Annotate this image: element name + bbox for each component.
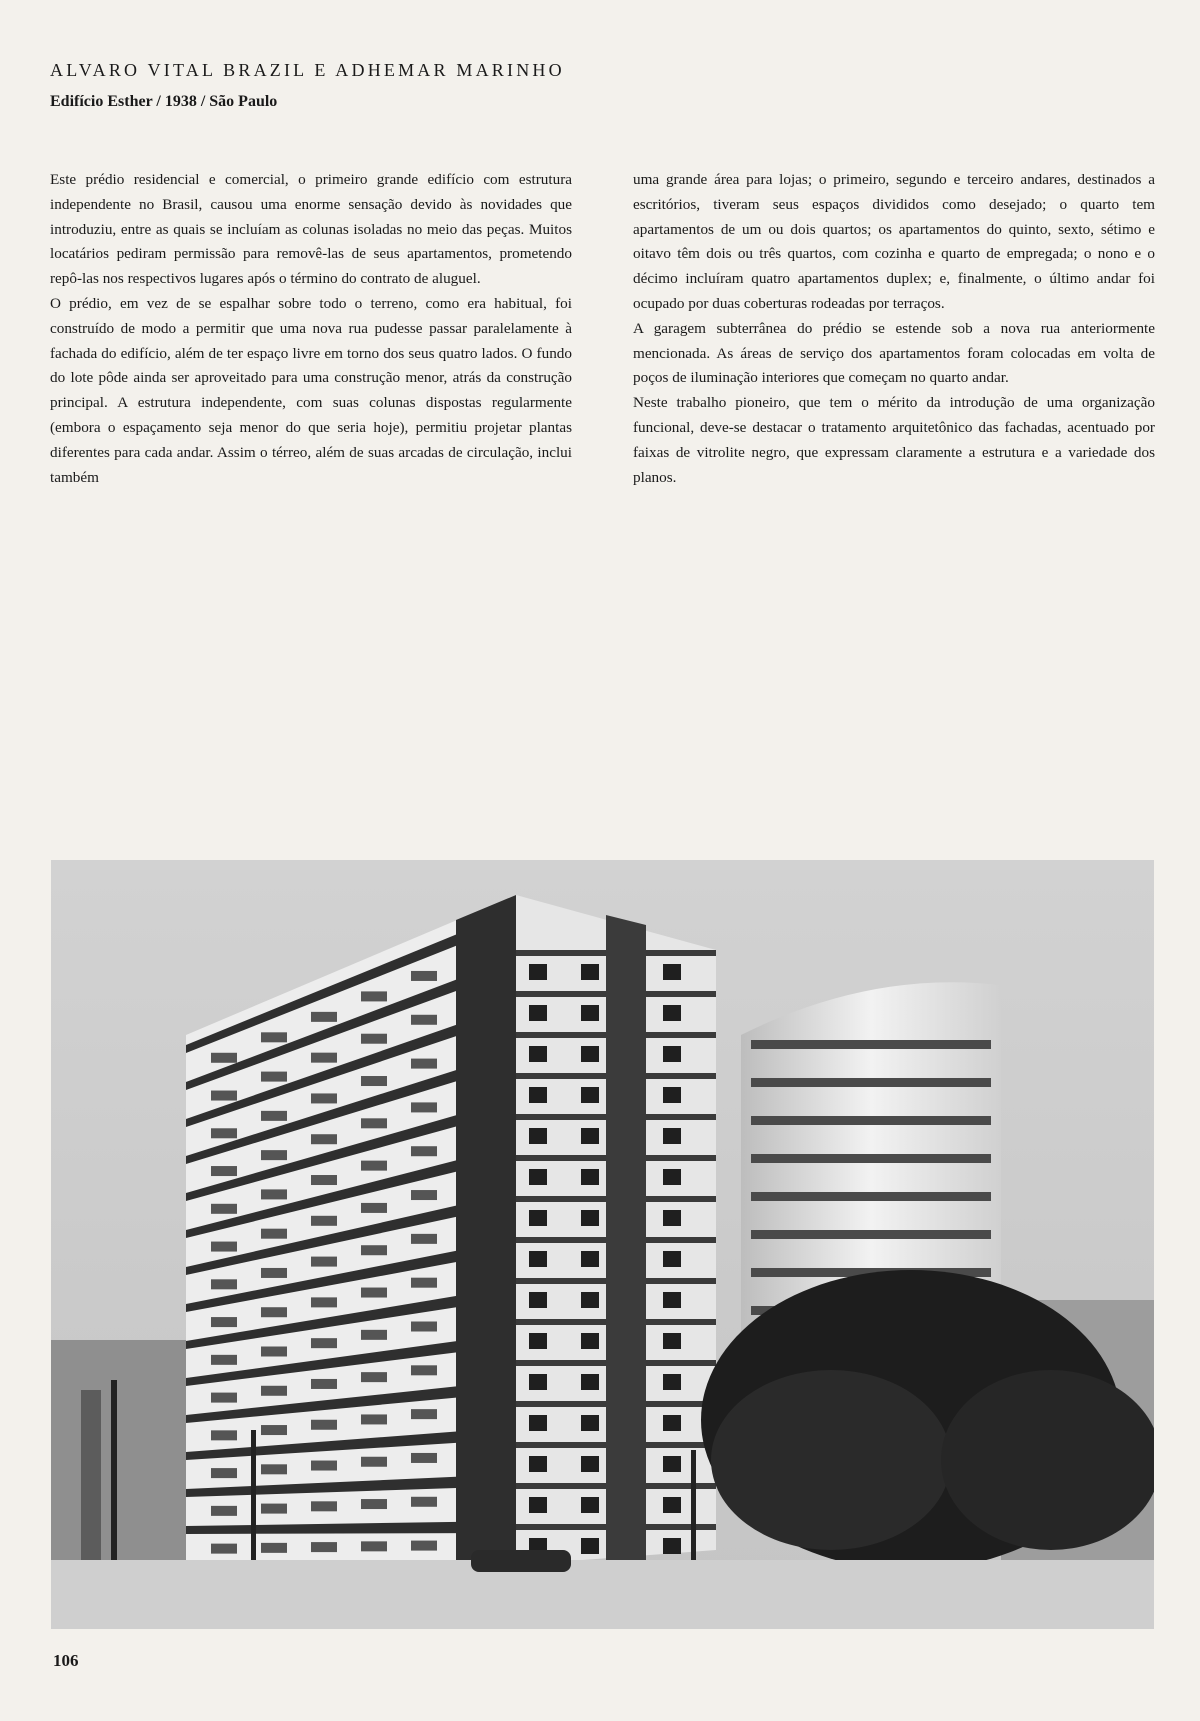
building-subtitle: Edifício Esther / 1938 / São Paulo (50, 93, 278, 110)
body-text (50, 168, 1155, 490)
paragraph: Neste trabalho pioneiro, que tem o mérito da introdução de uma organização funcional, deve-se destacar o tratamento arquitetônico das fachadas, acentuado por faixas de vitrolite negro, que expressam claramente a estrutura e a variedade dos planos. (633, 394, 1155, 486)
text-column-left (50, 168, 572, 490)
building-photograph (51, 860, 1154, 1629)
page-number: 106 (53, 1651, 79, 1670)
paragraph: A garagem subterrânea do prédio se estende sob a nova rua anteriormente mencionada. As áreas de serviço dos apartamentos foram colocadas em volta de poços de iluminação interiores que começam no quarto andar. (633, 319, 1155, 387)
text-column-right (633, 168, 1155, 490)
paragraph: uma grande área para lojas; o primeiro, segundo e terceiro andares, destinados a escritórios, tiveram seus espaços divididos como desejado; o quarto tem apartamentos de um ou dois quartos; os apartamentos do quinto, sexto, sétimo e oitavo têm dois ou três quartos, com cozinha e quarto de empregada; o nono e o décimo incluíram quatro apartamentos duplex; e, finalmente, o último andar foi ocupado por duas coberturas rodeadas por terraços. (633, 171, 1155, 312)
photo-illustration (51, 860, 1154, 1629)
paragraph: Este prédio residencial e comercial, o primeiro grande edifício com estrutura independente no Brasil, causou uma enorme sensação devido às novidades que introduziu, entre as quais se incluíam as colunas isoladas no meio das peças. Muitos locatários pediram permissão para removê-las de seus apartamentos, prometendo repô-las nos respectivos lugares após o término do contrato de aluguel. (50, 171, 572, 288)
page-header (50, 60, 1100, 111)
paragraph: O prédio, em vez de se espalhar sobre todo o terreno, como era habitual, foi construído de modo a permitir que uma nova rua pudesse passar paralelamente à fachada do edifício, além de ter espaço livre em torno dos seus quatro lados. O fundo do lote pôde ainda ser aproveitado para uma construção menor, atrás da construção principal. A estrutura independente, com suas colunas dispostas regularmente (embora o espaçamento seja menor do que seria hoje), permitiu projetar plantas diferentes para cada andar. Assim o térreo, além de suas arcadas de circulação, inclui também (50, 294, 572, 486)
architects-title: ALVARO VITAL BRAZIL E ADHEMAR MARINHO (50, 60, 565, 80)
